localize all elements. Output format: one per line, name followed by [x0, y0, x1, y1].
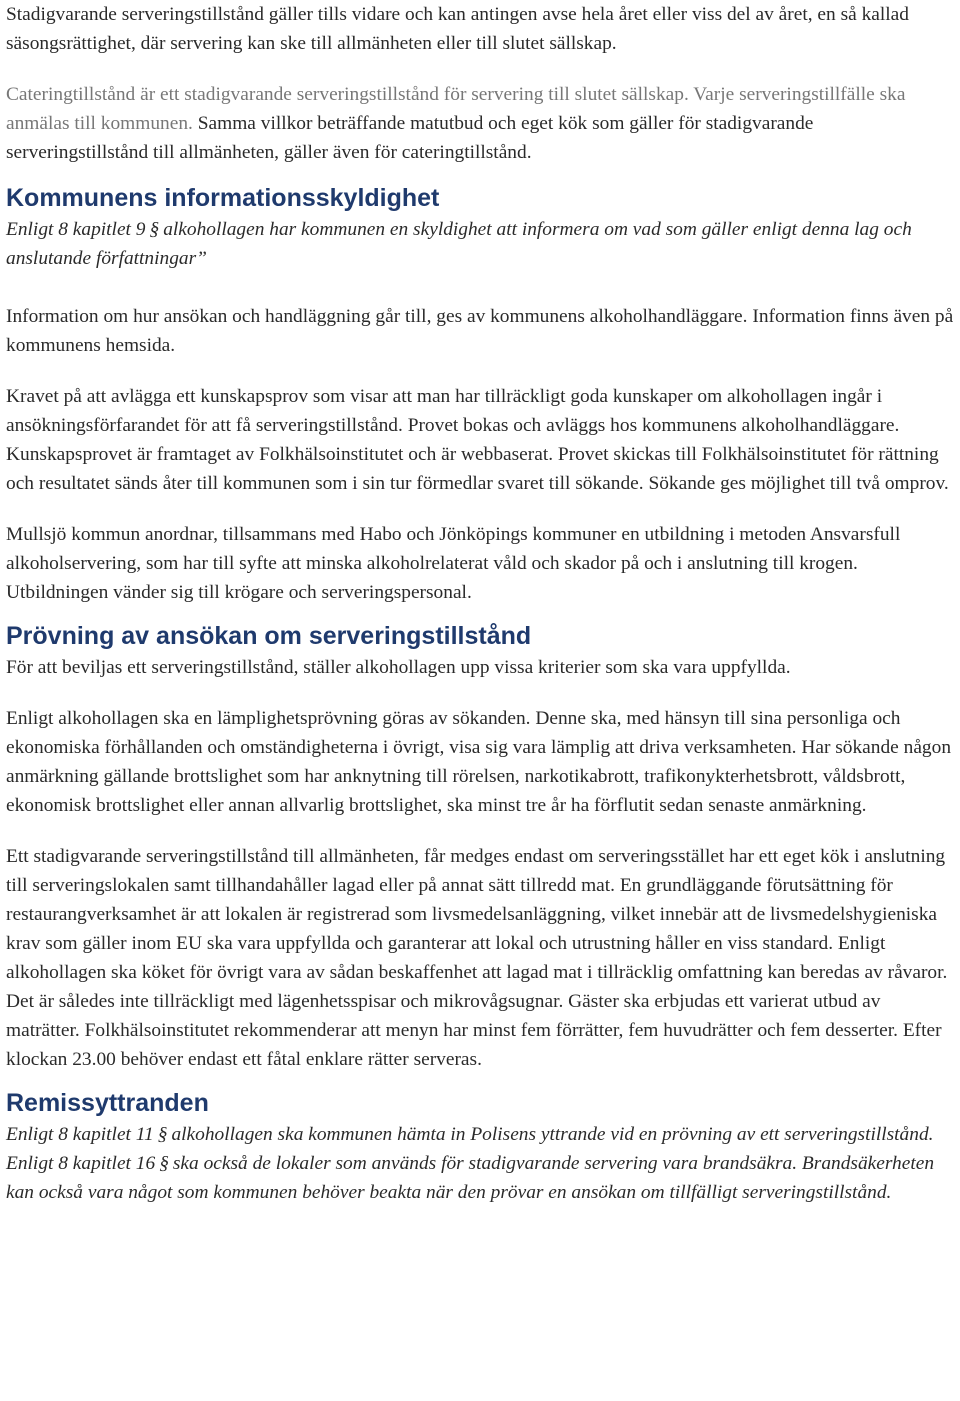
section-heading-referrals: Remissyttranden: [6, 1089, 209, 1117]
knowledge-test-paragraph: Kravet på att avlägga ett kunskapsprov som visar att man har tillräckligt goda kunskaper om alkohollagen ingår i ansökningsförfarandet för att få serveringstillstånd. Provet bokas och avläggs hos kommunens alkoholhandläggare. Kunskapsprovet är framtaget av Folkhälsoinstitutet och är webbaserat. Provet skickas till Folkhälsoinstitutet för rättning och resultatet sänds åter till kommunen som i sin tur förmedlar svaret till sökande. Sökande ges möjlighet till två omprov.: [6, 386, 949, 494]
paragraph-sign: §: [149, 219, 160, 240]
suitability-paragraph: Enligt alkohollagen ska en lämplighetsprövning göras av sökanden. Denne ska, med hänsyn till sina personliga och ekonomiska förhållanden och omständigheterna i övrigt, visa sig vara lämplig att driva verksamheten. Har sökande någon anmärkning gällande brottslighet som har anknytning till rörelsen, narkotikabrott, trafikonykterhetsbrott, våldsbrott, ekonomisk brottslighet eller annan allvarlig brottslighet, ska minst tre år ha förflutit sedan senaste anmärkning.: [6, 708, 952, 816]
kitchen-requirements-paragraph: Ett stadigvarande serveringstillstånd till allmänheten, får medges endast om serveringsstället har ett eget kök i anslutning till serveringslokalen samt tillhandahåller lagad eller på annat sätt tillredd mat. En grundläggande förutsättning för restaurangverksamhet är att lokalen är registrerad som livsmedelsanläggning, vilket innebär att de livsmedelshygieniska krav som gäller inom EU ska vara uppfyllda och garanterar att lokal och utrustning håller en viss standard. Enligt alkohollagen ska köket för övrigt vara av sådan beskaffenhet att lagad mat i tillräcklig omfattning kan beredas av råvaror. Det är således inte tillräckligt med lägenhetsspisar och mikrovågsugnar. Gäster ska erbjudas ett varierat utbud av maträtter. Folkhälsoinstitutet rekommenderar att menyn har minst fem förrätter, fem huvudrätter och fem desserter. Efter klockan 23.00 behöver endast ett fåtal enklare rätter serveras.: [6, 846, 948, 1070]
paragraph-sign: §: [159, 1153, 169, 1174]
document-page: [6, 0, 958, 1207]
catering-paragraph-faded: Cateringtillstånd är ett stadigvarande serveringstillstånd för servering till slutet sällskap. Varje serveringstillfälle ska anmälas till kommunen.: [6, 84, 906, 134]
referrals-part1: Enligt 8 kapitlet 11: [6, 1124, 154, 1145]
information-paragraph: Information om hur ansökan och handläggning går till, ges av kommunens alkoholhandläggare. Information finns även på kommunens hemsida.: [6, 306, 954, 356]
catering-paragraph-rest: Samma villkor beträffande matutbud och eget kök som gäller för stadigvarande serveringstillstånd till allmänheten, gäller även för cateringtillstånd.: [6, 113, 814, 163]
criteria-paragraph: För att beviljas ett serveringstillstånd, ställer alkohollagen upp vissa kriterier som ska vara uppfyllda.: [6, 657, 791, 678]
referrals-part3: ska också de lokaler som används för stadigvarande servering vara brandsäkra. Brandsäkerheten kan också vara något som kommunen behöver beakta när den prövar en ansökan om tillfälligt serveringstillstånd.: [6, 1153, 935, 1203]
training-paragraph: Mullsjö kommun anordnar, tillsammans med Habo och Jönköpings kommuner en utbildning i metoden Ansvarsfull alkoholservering, som har till syfte att minska alkoholrelaterat våld och skador på och i anslutning till krogen. Utbildningen vänder sig till krögare och serveringspersonal.: [6, 524, 901, 603]
law-quote-information: [6, 215, 958, 273]
paragraph-sign: §: [157, 1124, 168, 1145]
law-quote-part2: alkohollagen har kommunen en skyldighet att informera om vad som gäller enligt denna lag och anslutande författningar”: [6, 219, 912, 269]
section-heading-assessment: Prövning av ansökan om serveringstillstånd: [6, 622, 532, 650]
law-quote-part1: Enligt 8 kapitlet 9: [6, 219, 146, 240]
intro-paragraph: Stadigvarande serveringstillstånd gäller tills vidare och kan antingen avse hela året eller viss del av året, en så kallad säsongsrättighet, där servering kan ske till allmänheten eller till slutet sällskap.: [6, 4, 909, 54]
catering-paragraph: [6, 80, 958, 167]
section-heading-information: Kommunens informationsskyldighet: [6, 184, 440, 212]
referrals-paragraph: [6, 1120, 958, 1207]
referrals-part2: alkohollagen ska kommunen hämta in Polisens yttrande vid en prövning av ett serveringstillstånd. Enligt 8 kapitlet 16: [6, 1124, 934, 1174]
